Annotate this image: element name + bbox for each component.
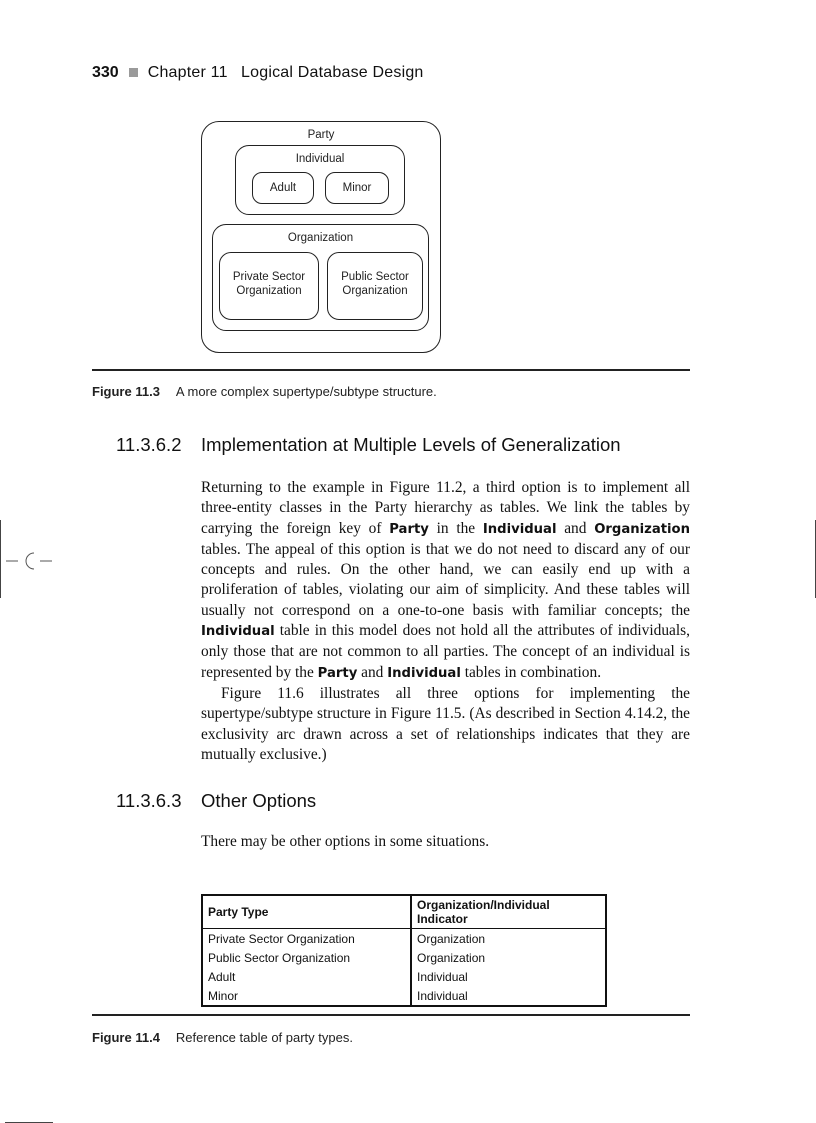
section-title: Implementation at Multiple Levels of Generalization	[201, 434, 621, 455]
bold-term: Individual	[387, 665, 461, 681]
paragraph	[201, 478, 690, 684]
running-header	[92, 64, 424, 82]
adult-box	[252, 172, 314, 204]
individual-label: Individual	[295, 153, 345, 165]
figure-11-4-number: Figure 11.4	[92, 1030, 160, 1045]
party-label: Party	[307, 129, 335, 141]
text-run: in the	[428, 519, 483, 537]
organization-label: Organization	[287, 232, 354, 244]
minor-box	[325, 172, 389, 204]
bold-term: Organization	[594, 521, 690, 537]
public-sector-line2: Organization	[342, 285, 408, 297]
text-run: and	[357, 663, 388, 681]
figure-11-4-rule	[92, 1014, 690, 1016]
figure-11-3-number: Figure 11.3	[92, 384, 160, 399]
table-cell: Minor	[202, 986, 411, 1006]
figure-11-3-caption	[92, 384, 437, 399]
column-header: Party Type	[202, 895, 411, 929]
text-run: table in this model does not hold all the attributes of individuals, only those that are not common to all parties. The concept of an individual is represented by the	[201, 622, 690, 681]
bold-term: Individual	[201, 624, 275, 640]
table-cell: Organization	[417, 950, 486, 965]
adult-label: Adult	[269, 182, 297, 194]
public-sector-line1: Public Sector	[341, 271, 409, 283]
section-heading-11-3-6-2	[116, 434, 621, 456]
public-sector-box	[327, 252, 423, 320]
text-run: and	[556, 519, 595, 537]
table-cell: Organization	[417, 931, 486, 946]
text-run: tables. The appeal of this option is that we do not need to discard any of our concepts and rules. On the other hand, we can easily end up with a proliferation of tables, violating our aim of simplicity. And these tables will usually not correspond on a one-to-one basis with familiar concepts; the	[201, 540, 690, 619]
bold-term: Individual	[482, 521, 557, 537]
bold-term: Party	[317, 665, 358, 681]
figure-11-3-caption-text: A more complex supertype/subtype structure.	[175, 384, 437, 399]
chapter-label: Chapter 11	[147, 64, 228, 81]
private-sector-box	[219, 252, 319, 320]
table-cell: Individual	[417, 988, 468, 1003]
table-row	[202, 986, 606, 1006]
table-row	[202, 967, 606, 986]
column-header: Organization/Individual Indicator	[411, 895, 606, 929]
table-row	[202, 948, 606, 967]
text-run: tables in combination.	[460, 663, 602, 681]
crop-mark-left	[0, 520, 1, 598]
table-row	[202, 929, 606, 949]
private-sector-line1: Private Sector	[232, 271, 306, 283]
figure-11-3-rule	[92, 369, 690, 371]
table-cell: Public Sector Organization	[202, 948, 411, 967]
section-heading-11-3-6-3	[116, 790, 316, 812]
section-title: Other Options	[201, 790, 317, 811]
page-number: 330	[92, 64, 119, 81]
table-cell: Individual	[417, 969, 468, 984]
text-run: Returning to the example in Figure 11.2, a third option is to implement all three-entity classes in the Party hierarchy as tables. We link the tables by carrying the foreign key of	[201, 479, 690, 537]
party-hierarchy-diagram	[201, 121, 441, 353]
section-11-3-6-3-body	[201, 832, 690, 852]
figure-11-4-caption	[92, 1030, 353, 1045]
public-sector-label	[328, 270, 422, 298]
section-number: 11.3.6.3	[116, 790, 182, 811]
table-cell: Adult	[202, 967, 411, 986]
section-11-3-6-2-body	[201, 478, 690, 765]
minor-label: Minor	[342, 182, 372, 194]
table-cell: Private Sector Organization	[202, 929, 411, 949]
paragraph: Figure 11.6 illustrates all three options for implementing the supertype/subtype structure in Figure 11.5. (As described in Section 4.14.2, the exclusivity arc drawn across a set of relationships indicates that they are mutually exclusive.)	[201, 684, 690, 763]
private-sector-line2: Organization	[236, 285, 302, 297]
table-header-row	[202, 895, 606, 929]
bold-term: Party	[389, 521, 429, 537]
private-sector-label	[220, 270, 318, 298]
registration-mark-icon	[6, 550, 58, 572]
section-number: 11.3.6.2	[116, 434, 182, 455]
figure-11-4-caption-text: Reference table of party types.	[175, 1030, 353, 1045]
party-type-reference-table	[201, 894, 607, 1007]
chapter-title: Logical Database Design	[241, 64, 424, 81]
header-square-icon	[129, 68, 138, 77]
paragraph: There may be other options in some situations.	[201, 833, 490, 850]
